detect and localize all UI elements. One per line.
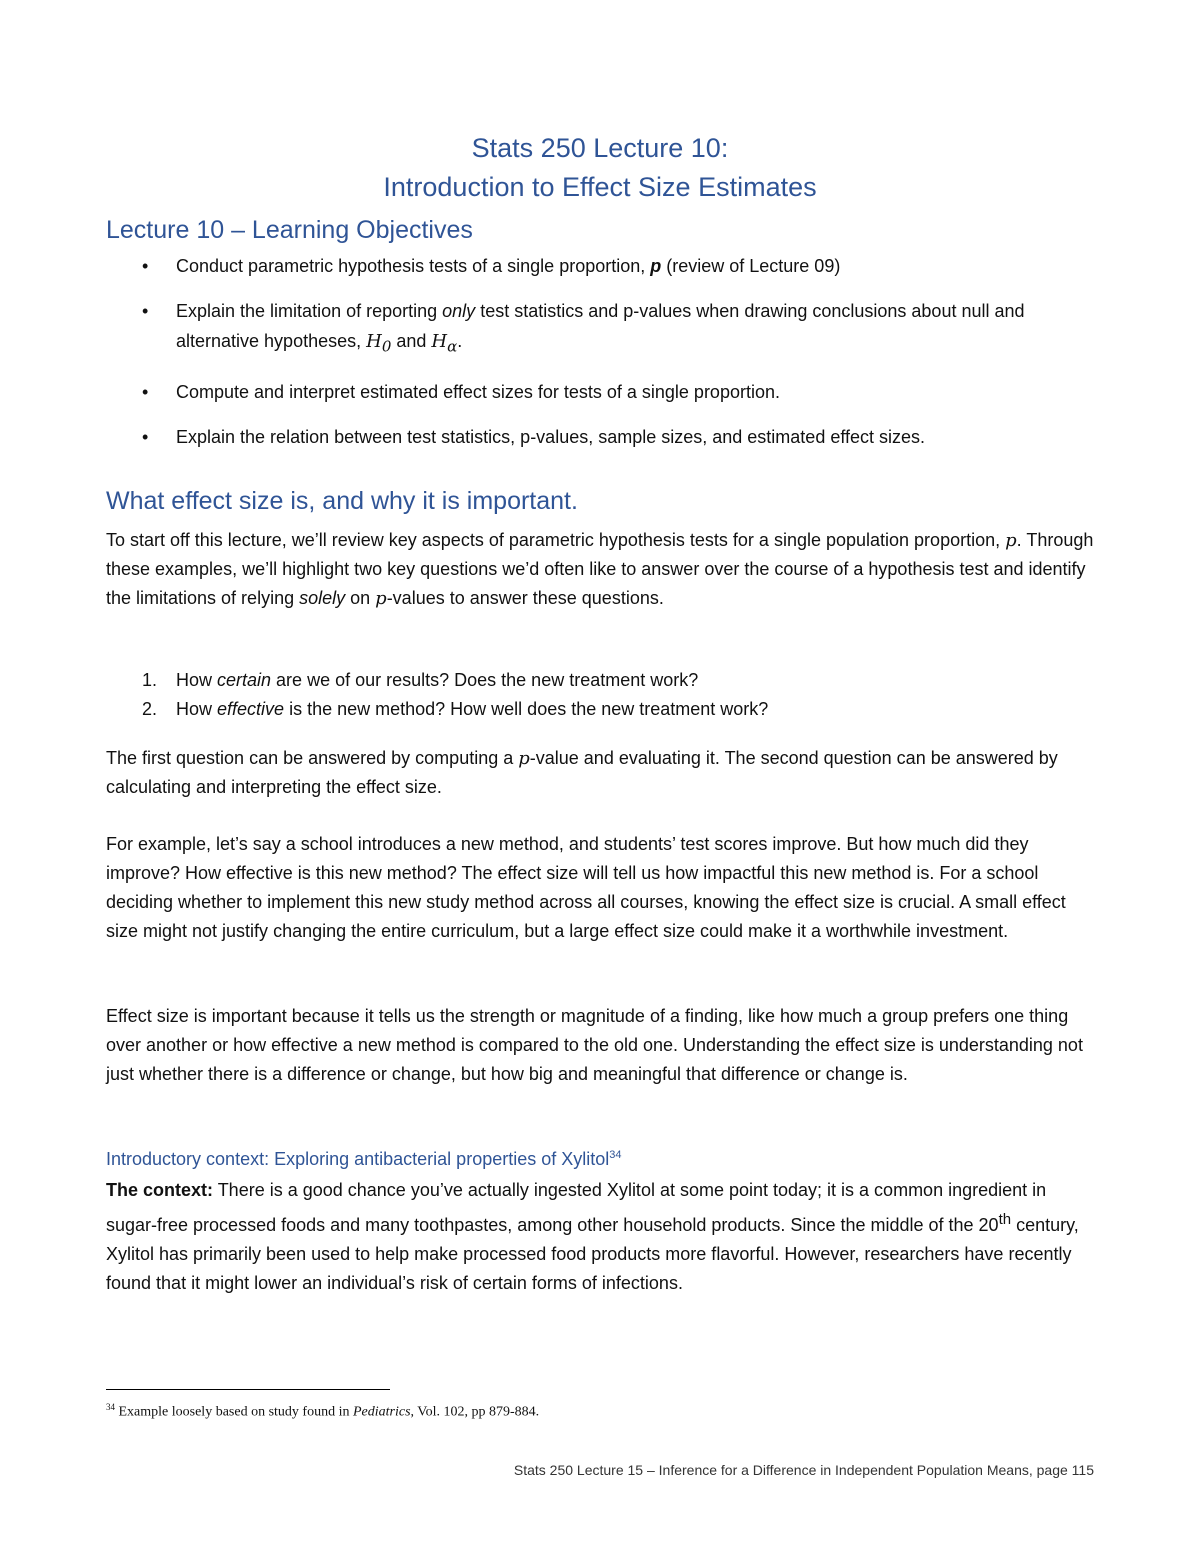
- objectives-list: [106, 251, 1106, 467]
- answer-paragraph: The first question can be answered by computing a p-value and evaluating it. The second question can be answered by calculating and interpreting the effect size.: [106, 748, 1058, 797]
- example-paragraph: For example, let’s say a school introduces a new method, and students’ test scores improve. But how much did they improve? How effective is this new method? The effect size will tell us how impactful this new method is. For a school deciding whether to implement this new study method across all courses, knowing the effect size is crucial. A small effect size might not justify changing the entire curriculum, but a large effect size could make it a worthwhile investment.: [106, 834, 1066, 941]
- footnote: $^{34}$ Example loosely based on study found in Pediatrics, Vol. 102, pp 879-884.: [106, 1402, 540, 1420]
- objective-item: • Explain the limitation of reporting only test statistics and p-values when drawing conclusions about null and alternative hypotheses, $H_0$ and $H_\alpha$.: [106, 296, 1106, 362]
- page-title-line1: Stats 250 Lecture 10:: [471, 133, 729, 163]
- footnote-ref[interactable]: 34: [609, 1149, 622, 1161]
- questions-list: [106, 666, 1096, 724]
- objective-item: • Explain the relation between test statistics, p-values, sample sizes, and estimated effect sizes.: [106, 422, 1106, 452]
- context-heading: Introductory context: Exploring antibacterial properties of Xylitol$^{34}$: [106, 1149, 622, 1169]
- list-item: 2. How effective is the new method? How well does the new treatment work?: [142, 699, 769, 719]
- bullet-icon: •: [142, 256, 149, 276]
- list-item: 1. How certain are we of our results? Does the new treatment work?: [142, 670, 699, 690]
- intro-paragraph: To start off this lecture, we’ll review key aspects of parametric hypothesis tests for a single population proportion, p. Through these examples, we’ll highlight two key questions we’d often like to answer over the course of a hypothesis test and identify the limitations of relying solely on p-values to answer these questions.: [106, 530, 1094, 609]
- footnote-divider: [106, 1389, 390, 1390]
- objectives-heading: Lecture 10 – Learning Objectives: [106, 216, 473, 244]
- objective-item: • Compute and interpret estimated effect sizes for tests of a single proportion.: [106, 377, 1106, 407]
- effect-size-heading: What effect size is, and why it is important.: [106, 487, 578, 515]
- bullet-icon: •: [142, 381, 149, 402]
- bullet-icon: •: [142, 301, 149, 321]
- page-footer: Stats 250 Lecture 15 – Inference for a Difference in Independent Population Means, page 115: [513, 1462, 1094, 1478]
- objective-item: • Conduct parametric hypothesis tests of a single proportion, p (review of Lecture 09): [106, 251, 1106, 281]
- bullet-icon: •: [142, 426, 149, 447]
- page-title-line2: Introduction to Effect Size Estimates: [383, 172, 817, 202]
- context-paragraph: The context: There is a good chance you’ve actually ingested Xylitol at some point today; it is a common ingredient in sugar-free processed foods and many toothpastes, among other household products. Since the middle of the 20th century, Xylitol has primarily been used to help make processed food products more flavorful. However, researchers have recently found that it might lower an individual’s risk of certain forms of infections.: [106, 1180, 1079, 1293]
- importance-paragraph: Effect size is important because it tells us the strength or magnitude of a finding, like how much a group prefers one thing over another or how effective a new method is compared to the old one. Understanding the effect size is understanding not just whether there is a difference or change, but how big and meaningful that difference or change is.: [106, 1006, 1083, 1084]
